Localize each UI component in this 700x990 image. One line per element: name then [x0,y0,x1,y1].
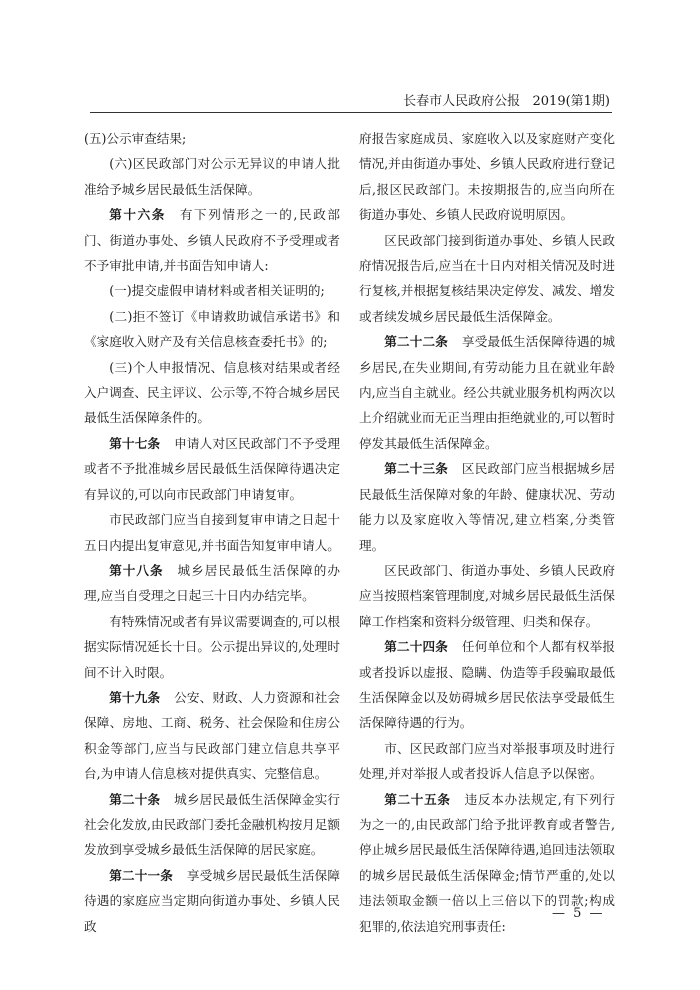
paragraph [84,278,340,303]
paragraph-text: 市、区民政部门应当对举报事项及时进行处理,并对举报人或者投诉人信息予以保密。 [359,740,615,782]
right-column [359,126,615,939]
paragraph [84,431,340,507]
article-number: 第二十一条 [109,867,174,883]
paragraph-text: 违反本办法规定,有下列行为之一的,由民政部门给予批评教育或者警告,停止城乡居民最低生活保障待遇,追回违法领取的城乡居民最低生活保障金;情节严重的,处以违法领取金额一倍以上三倍以下的罚款;构成犯罪的,依法追究刑事责任: [359,791,615,934]
issue-label: 2019(第1期) [532,94,610,109]
paragraph-text: 申请人对区民政部门不予受理或者不予批准城乡居民最低生活保障待遇决定有异议的,可以向市民政部门申请复审。 [84,435,341,502]
paragraph-text: (五)公示审查结果; [84,131,187,146]
paragraph-text: 区民政部门、街道办事处、乡镇人民政府应当按照档案管理制度,对城乡居民最低生活保障工作档案和资料分级管理、归类和保存。 [359,562,615,629]
header-rule [90,112,612,113]
paragraph-text: (一)提交虚假申请材料或者相关证明的; [109,283,325,299]
article-number: 第二十五条 [384,791,451,807]
publication-title: 长春市人民政府公报 [403,94,521,109]
page-header [403,90,610,109]
paragraph-text: 享受城乡居民最低生活保障待遇的家庭应当定期向街道办事处、乡镇人民政 [84,867,341,934]
article-number: 第二十三条 [384,461,449,477]
paragraph-text: 有特殊情况或者有异议需要调查的,可以根据实际情况延长十日。公示提出异议的,处理时间不计入时限。 [84,613,340,680]
paragraph-text: (三)个人申报情况、信息核对结果或者经入户调查、民主评议、公示等,不符合城乡居民最低生活保障条件的。 [84,359,340,426]
paragraph-text: 市民政部门应当自接到复审申请之日起十五日内提出复审意见,并书面告知复审申请人。 [84,512,340,553]
paragraph [359,736,615,787]
paragraph-text: 府报告家庭成员、家庭收入以及家庭财产变化情况,并由街道办事处、乡镇人民政府进行登记后,报区民政部门。未按期报告的,应当向所在街道办事处、乡镇人民政府说明原因。 [359,131,615,223]
paragraph [84,151,340,202]
paragraph [359,228,615,330]
paragraph-text: 城乡居民最低生活保障的办理,应当自受理之日起三十日内办结完毕。 [84,562,341,604]
article-number: 第十九条 [109,689,161,705]
paragraph [359,634,615,736]
page-number: — 5 — [552,906,605,921]
article-number: 第十六条 [109,207,166,223]
paragraph [84,685,340,787]
paragraph-text: 区民政部门接到街道办事处、乡镇人民政府情况报告后,应当在十日内对相关情况及时进行复核,并根据复核结果决定停发、减发、增发或者续发城乡居民最低生活保障金。 [359,232,615,324]
paragraph-text: (六)区民政部门对公示无异议的申请人批准给予城乡居民最低生活保障。 [84,156,340,197]
article-number: 第二十二条 [384,334,449,350]
paragraph-text: 有下列情形之一的,民政部门、街道办事处、乡镇人民政府不予受理或者不予审批申请,并书面告知申请人: [84,207,341,274]
article-number: 第十七条 [109,435,161,451]
left-column [84,126,340,939]
paragraph-text: 公安、财政、人力资源和社会保障、房地、工商、税务、社会保险和住房公积金等部门,应当与民政部门建立信息共享平台,为申请人信息核对提供真实、完整信息。 [84,689,341,782]
article-number: 第二十四条 [384,639,449,655]
paragraph [84,787,340,863]
paragraph [359,126,615,228]
paragraph [84,202,340,278]
paragraph-text: 区民政部门应当根据城乡居民最低生活保障对象的年龄、健康状况、劳动能力以及家庭收入等情况,建立档案,分类管理。 [359,461,616,553]
paragraph [84,609,340,685]
paragraph-text: 城乡居民最低生活保障金实行社会化发放,由民政部门委托金融机构按月足额发放到享受城乡最低生活保障的居民家庭。 [84,791,341,858]
paragraph-text: 任何单位和个人都有权举报或者投诉以虚报、隐瞒、伪造等手段骗取最低生活保障金以及妨碍城乡居民依法享受最低生活保障待遇的行为。 [359,639,616,731]
paragraph [84,355,340,431]
paragraph-text: 享受最低生活保障待遇的城乡居民,在失业期间,有劳动能力且在就业年龄内,应当自主就业。经公共就业服务机构两次以上介绍就业而无正当理由拒绝就业的,可以暂时停发其最低生活保障金。 [359,334,616,451]
paragraph [359,558,615,634]
paragraph [84,126,340,151]
paragraph [84,304,340,355]
article-number: 第二十条 [109,791,161,807]
paragraph [84,558,340,609]
paragraph [359,329,615,456]
paragraph-text: (二)拒不签订《申请救助诚信承诺书》和《家庭收入财产及有关信息核查委托书》的; [84,308,340,350]
paragraph [359,456,615,558]
paragraph [84,863,340,939]
paragraph [84,507,340,558]
article-number: 第十八条 [109,562,164,578]
